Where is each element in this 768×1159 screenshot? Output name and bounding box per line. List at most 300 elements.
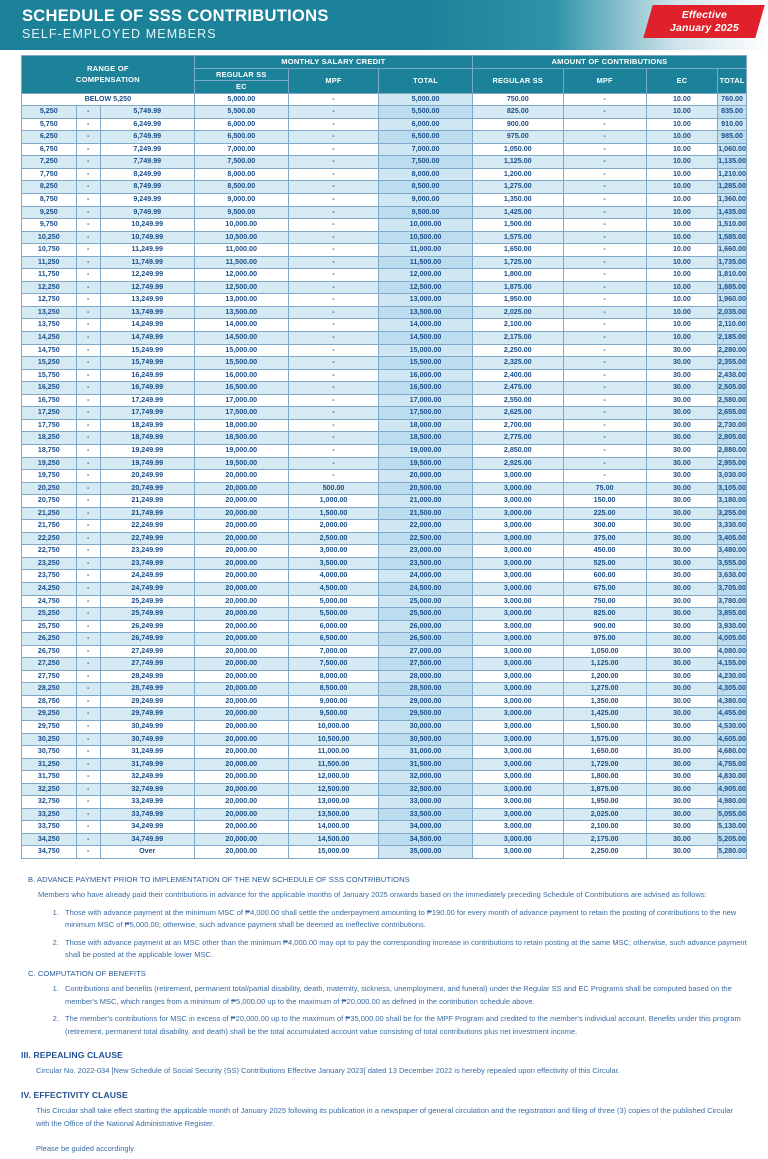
cell-range-high: 34,749.99	[100, 833, 194, 846]
cell-msc-mpf: 8,000.00	[288, 670, 378, 683]
cell-range-dash: -	[76, 708, 100, 721]
cell-msc-total: 6,500.00	[379, 131, 473, 144]
cell-msc-regular-ss: 20,000.00	[194, 746, 288, 759]
cell-cont-ec: 30.00	[646, 783, 718, 796]
cell-range-low: 24,250	[22, 582, 77, 595]
cell-cont-total: 1,060.00	[718, 143, 747, 156]
table-row	[22, 407, 747, 420]
table-row	[22, 545, 747, 558]
cell-cont-mpf: -	[563, 106, 646, 119]
cell-cont-total: 1,285.00	[718, 181, 747, 194]
cell-range-high: 12,249.99	[100, 269, 194, 282]
section-b-item-1: 1. Those with advance payment at the minimum MSC of ₱4,000.00 shall settle the underpayment amounting to ₱190.00 for every month of advance payment to retain the posting of contributions to the new minimum MSC of ₱5,000.00; otherwise, such advance payment shall be deemed as ineffective contributions.	[61, 907, 747, 932]
cell-cont-regular-ss: 1,725.00	[472, 256, 563, 269]
cell-range-low: 12,250	[22, 281, 77, 294]
cell-msc-mpf: -	[288, 269, 378, 282]
cell-cont-total: 4,605.00	[718, 733, 747, 746]
cell-range-dash: -	[76, 833, 100, 846]
cell-range-low: 33,750	[22, 821, 77, 834]
cell-range-high: 31,249.99	[100, 746, 194, 759]
cell-msc-total: 8,500.00	[379, 181, 473, 194]
cell-msc-mpf: -	[288, 256, 378, 269]
cell-cont-mpf: -	[563, 306, 646, 319]
cell-range-low: 8,250	[22, 181, 77, 194]
cell-msc-regular-ss: 5,000.00	[194, 93, 288, 106]
cell-msc-total: 31,500.00	[379, 758, 473, 771]
cell-cont-ec: 10.00	[646, 206, 718, 219]
cell-msc-regular-ss: 16,000.00	[194, 369, 288, 382]
cell-range-dash: -	[76, 608, 100, 621]
cell-cont-mpf: -	[563, 131, 646, 144]
cell-cont-total: 1,435.00	[718, 206, 747, 219]
cell-msc-regular-ss: 9,500.00	[194, 206, 288, 219]
cell-msc-mpf: -	[288, 382, 378, 395]
cell-msc-total: 28,500.00	[379, 683, 473, 696]
cell-cont-total: 2,655.00	[718, 407, 747, 420]
cell-cont-mpf: 1,575.00	[563, 733, 646, 746]
cell-msc-regular-ss: 20,000.00	[194, 683, 288, 696]
cell-msc-total: 25,500.00	[379, 608, 473, 621]
cell-range-low: 15,250	[22, 357, 77, 370]
cell-cont-mpf: -	[563, 256, 646, 269]
cell-range-high: 10,749.99	[100, 231, 194, 244]
cell-cont-total: 3,105.00	[718, 482, 747, 495]
cell-cont-regular-ss: 2,325.00	[472, 357, 563, 370]
cell-msc-total: 16,000.00	[379, 369, 473, 382]
cell-range-dash: -	[76, 771, 100, 784]
cell-cont-ec: 10.00	[646, 294, 718, 307]
table-row	[22, 93, 747, 106]
cell-cont-mpf: 900.00	[563, 620, 646, 633]
cell-msc-mpf: 500.00	[288, 482, 378, 495]
cell-msc-total: 14,500.00	[379, 332, 473, 345]
cell-range-low: 6,750	[22, 143, 77, 156]
cell-range-dash: -	[76, 194, 100, 207]
cell-msc-total: 12,500.00	[379, 281, 473, 294]
cell-range-high: 27,749.99	[100, 658, 194, 671]
cell-range-dash: -	[76, 118, 100, 131]
section-b-intro: Members who have already paid their contributions in advance for the applicable months of January 2025 onwards based on the immediately preceding Schedule of Contributions are advised as follows:	[38, 890, 707, 899]
cell-cont-mpf: -	[563, 407, 646, 420]
cell-cont-mpf: -	[563, 219, 646, 232]
cell-range-low: 6,250	[22, 131, 77, 144]
table-row	[22, 281, 747, 294]
cell-cont-regular-ss: 3,000.00	[472, 507, 563, 520]
cell-range-dash: -	[76, 733, 100, 746]
cell-range-high: 13,249.99	[100, 294, 194, 307]
cell-msc-total: 34,000.00	[379, 821, 473, 834]
cell-range-dash: -	[76, 256, 100, 269]
cell-range-dash: -	[76, 570, 100, 583]
cell-msc-total: 17,500.00	[379, 407, 473, 420]
cell-range-low: 13,250	[22, 306, 77, 319]
cell-range-dash: -	[76, 407, 100, 420]
cell-cont-total: 1,510.00	[718, 219, 747, 232]
cell-cont-mpf: 1,275.00	[563, 683, 646, 696]
cell-range-dash: -	[76, 231, 100, 244]
cell-range-dash: -	[76, 746, 100, 759]
cell-msc-mpf: -	[288, 369, 378, 382]
cell-cont-regular-ss: 2,475.00	[472, 382, 563, 395]
cell-msc-mpf: -	[288, 281, 378, 294]
cell-cont-regular-ss: 2,175.00	[472, 332, 563, 345]
cell-cont-mpf: 300.00	[563, 520, 646, 533]
cell-range-high: 30,749.99	[100, 733, 194, 746]
cell-cont-total: 4,230.00	[718, 670, 747, 683]
table-row	[22, 231, 747, 244]
cell-range-dash: -	[76, 821, 100, 834]
cell-msc-total: 15,500.00	[379, 357, 473, 370]
cell-msc-total: 8,000.00	[379, 168, 473, 181]
cell-msc-regular-ss: 14,000.00	[194, 319, 288, 332]
cell-cont-total: 3,030.00	[718, 470, 747, 483]
table-row	[22, 457, 747, 470]
cell-cont-regular-ss: 1,200.00	[472, 168, 563, 181]
effectivity-badge	[643, 5, 764, 38]
cell-cont-ec: 30.00	[646, 758, 718, 771]
cell-cont-mpf: -	[563, 231, 646, 244]
table-row	[22, 708, 747, 721]
cell-cont-total: 2,805.00	[718, 432, 747, 445]
cell-cont-mpf: -	[563, 457, 646, 470]
table-row	[22, 244, 747, 257]
cell-msc-total: 27,000.00	[379, 645, 473, 658]
cell-cont-regular-ss: 3,000.00	[472, 620, 563, 633]
cell-cont-total: 3,630.00	[718, 570, 747, 583]
cell-cont-ec: 30.00	[646, 570, 718, 583]
cell-cont-mpf: -	[563, 181, 646, 194]
cell-cont-total: 3,480.00	[718, 545, 747, 558]
cell-cont-ec: 30.00	[646, 520, 718, 533]
header-range-of-compensation	[22, 56, 195, 94]
cell-range-dash: -	[76, 319, 100, 332]
cell-cont-mpf: -	[563, 357, 646, 370]
table-row	[22, 783, 747, 796]
cell-msc-total: 22,000.00	[379, 520, 473, 533]
cell-cont-regular-ss: 3,000.00	[472, 570, 563, 583]
cell-range-low: 31,250	[22, 758, 77, 771]
cell-cont-ec: 30.00	[646, 808, 718, 821]
cell-msc-regular-ss: 20,000.00	[194, 495, 288, 508]
contribution-table-container	[0, 50, 768, 859]
cell-msc-mpf: 14,500.00	[288, 833, 378, 846]
cell-msc-regular-ss: 8,500.00	[194, 181, 288, 194]
cell-range-high: 21,249.99	[100, 495, 194, 508]
cell-cont-total: 4,305.00	[718, 683, 747, 696]
table-row	[22, 582, 747, 595]
cell-cont-ec: 30.00	[646, 419, 718, 432]
cell-msc-total: 35,000.00	[379, 846, 473, 859]
cell-range-high: 24,749.99	[100, 582, 194, 595]
cell-cont-total: 1,810.00	[718, 269, 747, 282]
cell-range-high: 8,749.99	[100, 181, 194, 194]
cell-range-dash: -	[76, 206, 100, 219]
cell-msc-mpf: -	[288, 156, 378, 169]
table-row	[22, 470, 747, 483]
table-row	[22, 118, 747, 131]
cell-cont-mpf: 1,650.00	[563, 746, 646, 759]
cell-msc-mpf: 6,500.00	[288, 633, 378, 646]
cell-cont-ec: 30.00	[646, 532, 718, 545]
cell-cont-mpf: -	[563, 394, 646, 407]
cell-range-dash: -	[76, 244, 100, 257]
cell-range-dash: -	[76, 545, 100, 558]
cell-cont-total: 1,885.00	[718, 281, 747, 294]
cell-msc-total: 5,500.00	[379, 106, 473, 119]
cell-cont-regular-ss: 3,000.00	[472, 520, 563, 533]
cell-cont-total: 4,380.00	[718, 695, 747, 708]
table-row	[22, 683, 747, 696]
cell-msc-total: 15,000.00	[379, 344, 473, 357]
table-row	[22, 419, 747, 432]
cell-cont-regular-ss: 3,000.00	[472, 595, 563, 608]
cell-range-low: 8,750	[22, 194, 77, 207]
cell-msc-mpf: 11,500.00	[288, 758, 378, 771]
cell-msc-regular-ss: 20,000.00	[194, 620, 288, 633]
cell-msc-mpf: 9,500.00	[288, 708, 378, 721]
cell-msc-total: 7,000.00	[379, 143, 473, 156]
cell-msc-total: 19,500.00	[379, 457, 473, 470]
cell-range-dash: -	[76, 394, 100, 407]
cell-msc-total: 26,000.00	[379, 620, 473, 633]
cell-cont-regular-ss: 3,000.00	[472, 746, 563, 759]
cell-range-high: 12,749.99	[100, 281, 194, 294]
cell-range-low: 24,750	[22, 595, 77, 608]
cell-cont-ec: 30.00	[646, 482, 718, 495]
cell-range-high: 23,249.99	[100, 545, 194, 558]
cell-range-high: 26,249.99	[100, 620, 194, 633]
cell-cont-regular-ss: 3,000.00	[472, 545, 563, 558]
cell-cont-mpf: 1,200.00	[563, 670, 646, 683]
cell-cont-mpf: 675.00	[563, 582, 646, 595]
cell-cont-total: 2,430.00	[718, 369, 747, 382]
cell-cont-total: 2,110.00	[718, 319, 747, 332]
cell-cont-regular-ss: 3,000.00	[472, 695, 563, 708]
document-body	[0, 859, 768, 1159]
cell-msc-mpf: 11,000.00	[288, 746, 378, 759]
cell-cont-mpf: -	[563, 118, 646, 131]
cell-cont-mpf: -	[563, 344, 646, 357]
cell-cont-total: 2,035.00	[718, 306, 747, 319]
cell-range-low: 26,750	[22, 645, 77, 658]
cell-cont-ec: 10.00	[646, 281, 718, 294]
badge-line-2: January 2025	[669, 22, 739, 35]
cell-cont-mpf: 1,725.00	[563, 758, 646, 771]
cell-cont-ec: 30.00	[646, 344, 718, 357]
section-c-item-1: 1. Contributions and benefits (retirement, permanent total/partial disability, death, maternity, sickness, unemployment, and funeral) under the Regular SS and EC Programs shall be computed based on the member's MSC, which ranges from a minimum of ₱5,000.00 up to the maximum of ₱20,000.00 as defined in the contribution schedule above.	[61, 983, 747, 1008]
cell-range-high: 29,749.99	[100, 708, 194, 721]
table-row	[22, 131, 747, 144]
cell-cont-ec: 30.00	[646, 620, 718, 633]
header-monthly-salary-credit: MONTHLY SALARY CREDIT	[194, 56, 472, 69]
cell-range-low: 32,750	[22, 796, 77, 809]
cell-cont-ec: 10.00	[646, 93, 718, 106]
cell-msc-regular-ss: 20,000.00	[194, 545, 288, 558]
cell-range-dash: -	[76, 796, 100, 809]
table-row	[22, 746, 747, 759]
cell-cont-total: 3,930.00	[718, 620, 747, 633]
cell-range-dash: -	[76, 281, 100, 294]
cell-range-high: 14,249.99	[100, 319, 194, 332]
cell-range-low: 11,250	[22, 256, 77, 269]
page-subtitle: SELF-EMPLOYED MEMBERS	[22, 27, 217, 42]
cell-cont-regular-ss: 1,650.00	[472, 244, 563, 257]
cell-cont-total: 4,455.00	[718, 708, 747, 721]
cell-cont-ec: 30.00	[646, 683, 718, 696]
cell-cont-total: 3,855.00	[718, 608, 747, 621]
header-msc-mpf: MPF	[288, 68, 378, 93]
cell-msc-regular-ss: 13,000.00	[194, 294, 288, 307]
cell-range-high: 19,249.99	[100, 444, 194, 457]
header-cont-regular-ss: REGULAR SS	[472, 68, 563, 93]
cell-cont-ec: 30.00	[646, 369, 718, 382]
cell-cont-regular-ss: 1,125.00	[472, 156, 563, 169]
cell-range-high: 19,749.99	[100, 457, 194, 470]
cell-msc-mpf: -	[288, 206, 378, 219]
cell-range-dash: -	[76, 306, 100, 319]
cell-range-high: 9,249.99	[100, 194, 194, 207]
cell-msc-mpf: -	[288, 344, 378, 357]
cell-msc-mpf: -	[288, 143, 378, 156]
cell-cont-ec: 30.00	[646, 507, 718, 520]
cell-cont-mpf: -	[563, 319, 646, 332]
cell-cont-mpf: -	[563, 382, 646, 395]
cell-cont-mpf: -	[563, 470, 646, 483]
cell-range-high: 21,749.99	[100, 507, 194, 520]
cell-range-low: 21,250	[22, 507, 77, 520]
table-row	[22, 294, 747, 307]
section-iii-body: Circular No. 2022-034 [New Schedule of Social Security (SS) Contributions Effective January 2023] dated 13 December 2022 is hereby repealed upon effectivity of this Circular.	[36, 1066, 620, 1076]
cell-cont-total: 2,880.00	[718, 444, 747, 457]
section-b-heading: B. ADVANCE PAYMENT PRIOR TO IMPLEMENTATION OF THE NEW SCHEDULE OF SSS CONTRIBUTIONS	[28, 875, 410, 884]
cell-msc-mpf: -	[288, 444, 378, 457]
cell-range-low: 31,750	[22, 771, 77, 784]
section-c-list	[21, 983, 747, 1038]
cell-msc-regular-ss: 20,000.00	[194, 645, 288, 658]
cell-cont-total: 5,055.00	[718, 808, 747, 821]
header-range-line2: COMPENSATION	[75, 75, 140, 85]
header-msc-regular-ss: REGULAR SS	[194, 68, 288, 81]
cell-range-dash: -	[76, 595, 100, 608]
table-row	[22, 670, 747, 683]
cell-cont-total: 4,980.00	[718, 796, 747, 809]
cell-range-high: 31,749.99	[100, 758, 194, 771]
cell-msc-mpf: 10,500.00	[288, 733, 378, 746]
cell-range-high: 18,249.99	[100, 419, 194, 432]
cell-msc-total: 22,500.00	[379, 532, 473, 545]
cell-range-high: 15,749.99	[100, 357, 194, 370]
cell-cont-regular-ss: 3,000.00	[472, 821, 563, 834]
cell-msc-total: 32,000.00	[379, 771, 473, 784]
cell-range-low: 30,250	[22, 733, 77, 746]
cell-cont-total: 1,735.00	[718, 256, 747, 269]
cell-range-low: 18,250	[22, 432, 77, 445]
cell-range-dash: -	[76, 658, 100, 671]
cell-range-low: 5,750	[22, 118, 77, 131]
cell-cont-total: 985.00	[718, 131, 747, 144]
cell-msc-mpf: 13,500.00	[288, 808, 378, 821]
cell-range-low: 23,750	[22, 570, 77, 583]
cell-cont-ec: 30.00	[646, 432, 718, 445]
cell-range-high: 26,749.99	[100, 633, 194, 646]
cell-range-low: 7,250	[22, 156, 77, 169]
table-header	[22, 56, 747, 94]
cell-cont-mpf: 525.00	[563, 557, 646, 570]
cell-cont-total: 1,960.00	[718, 294, 747, 307]
cell-msc-regular-ss: 17,000.00	[194, 394, 288, 407]
cell-range-high: 32,749.99	[100, 783, 194, 796]
cell-cont-regular-ss: 3,000.00	[472, 720, 563, 733]
table-row	[22, 357, 747, 370]
cell-range-low: 10,250	[22, 231, 77, 244]
cell-cont-mpf: 450.00	[563, 545, 646, 558]
cell-range-high: 33,249.99	[100, 796, 194, 809]
cell-range-high: 27,249.99	[100, 645, 194, 658]
table-row	[22, 720, 747, 733]
table-row	[22, 821, 747, 834]
cell-range-dash: -	[76, 470, 100, 483]
cell-cont-regular-ss: 3,000.00	[472, 482, 563, 495]
cell-msc-regular-ss: 17,500.00	[194, 407, 288, 420]
cell-range-low: 29,750	[22, 720, 77, 733]
cell-msc-mpf: 1,000.00	[288, 495, 378, 508]
cell-cont-regular-ss: 900.00	[472, 118, 563, 131]
cell-range-high: 8,249.99	[100, 168, 194, 181]
cell-msc-total: 13,500.00	[379, 306, 473, 319]
cell-msc-regular-ss: 20,000.00	[194, 708, 288, 721]
cell-range-high: 11,249.99	[100, 244, 194, 257]
cell-cont-total: 1,210.00	[718, 168, 747, 181]
cell-cont-ec: 30.00	[646, 407, 718, 420]
cell-msc-total: 33,500.00	[379, 808, 473, 821]
cell-range-high: 32,249.99	[100, 771, 194, 784]
cell-msc-regular-ss: 18,500.00	[194, 432, 288, 445]
cell-cont-ec: 30.00	[646, 846, 718, 859]
cell-range-low: 22,250	[22, 532, 77, 545]
table-row	[22, 495, 747, 508]
table-row	[22, 482, 747, 495]
cell-msc-total: 32,500.00	[379, 783, 473, 796]
cell-range-high: 17,249.99	[100, 394, 194, 407]
page-title: SCHEDULE OF SSS CONTRIBUTIONS	[22, 7, 329, 25]
cell-msc-regular-ss: 20,000.00	[194, 796, 288, 809]
cell-cont-ec: 30.00	[646, 582, 718, 595]
cell-range-low: 33,250	[22, 808, 77, 821]
cell-range-dash: -	[76, 557, 100, 570]
cell-msc-mpf: 12,500.00	[288, 783, 378, 796]
cell-cont-regular-ss: 2,925.00	[472, 457, 563, 470]
cell-range-low: 7,750	[22, 168, 77, 181]
cell-msc-regular-ss: 15,500.00	[194, 357, 288, 370]
cell-cont-ec: 30.00	[646, 382, 718, 395]
table-row	[22, 143, 747, 156]
cell-msc-mpf: -	[288, 181, 378, 194]
cell-cont-total: 1,660.00	[718, 244, 747, 257]
cell-cont-ec: 10.00	[646, 219, 718, 232]
cell-msc-total: 27,500.00	[379, 658, 473, 671]
cell-msc-regular-ss: 10,500.00	[194, 231, 288, 244]
section-b-item-2: 2. Those with advance payment at an MSC other than the minimum ₱4,000.00 may opt to pay the corresponding increase in contributions to retain posting at the same MSC; otherwise, such advance payment shall be posted at the applicable lower MSC.	[61, 937, 747, 962]
cell-msc-regular-ss: 8,000.00	[194, 168, 288, 181]
cell-cont-regular-ss: 3,000.00	[472, 633, 563, 646]
cell-msc-regular-ss: 20,000.00	[194, 595, 288, 608]
cell-range-dash: -	[76, 520, 100, 533]
cell-cont-ec: 10.00	[646, 156, 718, 169]
cell-cont-ec: 30.00	[646, 821, 718, 834]
table-row	[22, 369, 747, 382]
cell-range-high: 15,249.99	[100, 344, 194, 357]
cell-cont-ec: 30.00	[646, 833, 718, 846]
